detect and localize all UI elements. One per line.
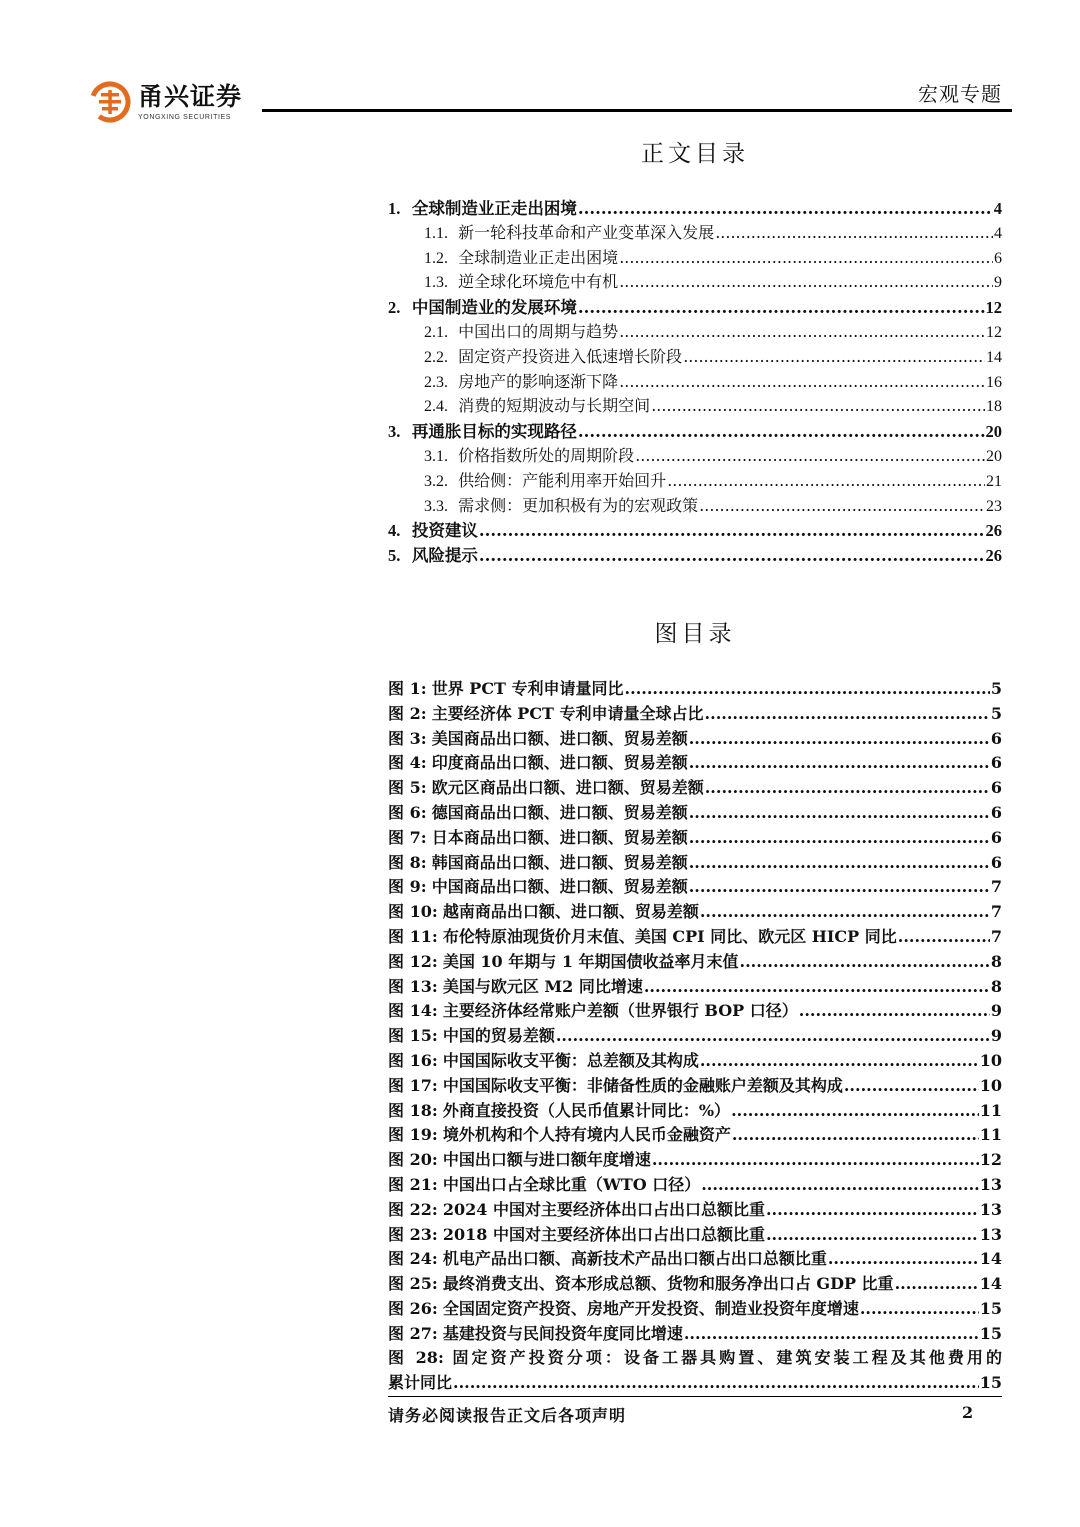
figure-list-entry[interactable] xyxy=(388,1048,1002,1073)
figure-page: 13 xyxy=(979,1224,1002,1244)
figure-caption: 固定资产投资分项：设备工器具购置、建筑安装工程及其他费用的 xyxy=(452,1347,1002,1367)
figure-page: 6 xyxy=(990,802,1002,822)
figure-list-entry[interactable] xyxy=(388,949,1002,974)
figure-caption: 美国 10 年期与 1 年期国债收益率月末值 xyxy=(442,951,739,971)
figure-page: 12 xyxy=(979,1150,1002,1170)
figure-number: 图 12: xyxy=(388,951,438,971)
figure-page: 7 xyxy=(990,926,1002,946)
figure-list-entry[interactable] xyxy=(388,1197,1002,1222)
figure-caption: 主要经济体 PCT 专利申请量全球占比 xyxy=(431,703,704,723)
figure-list-entry[interactable] xyxy=(388,800,1002,825)
footer-divider xyxy=(388,1396,1002,1397)
figure-list-entry[interactable] xyxy=(388,974,1002,999)
figure-list-entry[interactable] xyxy=(388,1222,1002,1247)
toc-entry-number: 2.2. xyxy=(424,348,448,366)
figure-number: 图 20: xyxy=(388,1150,438,1170)
figure-caption: 基建投资与民间投资年度同比增速 xyxy=(442,1323,683,1343)
dot-leader xyxy=(619,248,993,267)
figure-list-entry[interactable] xyxy=(388,899,1002,924)
figure-caption: 中国国际收支平衡：总差额及其构成 xyxy=(442,1050,699,1070)
figure-number: 图 25: xyxy=(388,1274,438,1294)
dot-leader xyxy=(689,753,990,772)
figure-page: 10 xyxy=(979,1075,1002,1095)
toc-entry-number: 3.2. xyxy=(424,472,448,490)
toc-entry-page: 14 xyxy=(986,348,1002,366)
figure-caption: 布伦特原油现货价月末值、美国 CPI 同比、欧元区 HICP 同比 xyxy=(442,926,897,946)
toc-entry-text: 供给侧：产能利用率开始回升 xyxy=(458,470,667,490)
figure-page: 9 xyxy=(990,1026,1002,1046)
toc-section-entry[interactable] xyxy=(388,344,1002,369)
figure-page: 5 xyxy=(990,679,1002,698)
toc-entry-number: 5. xyxy=(388,546,401,566)
dot-leader xyxy=(453,1373,979,1392)
dot-leader xyxy=(667,471,985,490)
toc-entry-number: 4. xyxy=(388,521,401,541)
figure-number: 图 10: xyxy=(388,902,438,922)
figure-page: 13 xyxy=(979,1174,1002,1194)
figure-list-entry[interactable] xyxy=(388,924,1002,949)
dot-leader xyxy=(699,496,985,515)
toc-entry-page: 20 xyxy=(986,447,1002,465)
figure-number: 图 19: xyxy=(388,1125,438,1145)
figure-caption: 中国出口占全球比重（WTO 口径） xyxy=(442,1174,701,1194)
figure-caption: 中国国际收支平衡：非储备性质的金融账户差额及其构成 xyxy=(442,1075,843,1095)
dot-leader xyxy=(898,927,990,946)
figure-list-entry[interactable] xyxy=(388,998,1002,1023)
figure-page: 6 xyxy=(990,778,1002,798)
figure-list-entry[interactable] xyxy=(388,1172,1002,1197)
toc-section-entry[interactable] xyxy=(388,369,1002,394)
toc-entry-page: 4 xyxy=(993,199,1002,218)
dot-leader xyxy=(625,679,990,698)
figure-list-entry[interactable] xyxy=(388,676,1002,701)
toc-section-entry[interactable] xyxy=(388,468,1002,493)
figure-caption: 越南商品出口额、进口额、贸易差额 xyxy=(442,902,699,922)
figure-list-entry[interactable] xyxy=(388,1073,1002,1098)
page-number: 2 xyxy=(962,1403,974,1422)
toc-entry-page: 16 xyxy=(986,373,1002,391)
figure-page: 7 xyxy=(990,877,1002,897)
toc-entry-text: 房地产的影响逐渐下降 xyxy=(458,371,619,391)
figure-caption: 美国与欧元区 M2 同比增速 xyxy=(442,976,643,996)
figure-caption: 机电产品出口额、高新技术产品出口额占出口总额比重 xyxy=(442,1249,827,1269)
figure-number: 图 15: xyxy=(388,1026,438,1046)
dot-leader xyxy=(766,1225,979,1244)
figure-number: 图 9: xyxy=(388,877,427,897)
figure-page: 15 xyxy=(979,1373,1002,1393)
figure-page: 14 xyxy=(979,1274,1002,1294)
figure-number: 图 26: xyxy=(388,1298,438,1318)
figure-list-title: 图目录 xyxy=(654,621,736,647)
toc-entry-text: 中国制造业的发展环境 xyxy=(411,298,577,318)
figure-number: 图 16: xyxy=(388,1050,438,1070)
figure-caption: 累计同比 xyxy=(388,1373,453,1393)
toc-entry-number: 3. xyxy=(388,422,401,442)
figure-caption: 美国商品出口额、进口额、贸易差额 xyxy=(431,728,688,748)
yongxing-logo-icon xyxy=(88,80,132,124)
toc-entry-number: 1.1. xyxy=(424,224,448,242)
dot-leader xyxy=(732,1125,979,1144)
report-category: 宏观专题 xyxy=(918,82,1002,106)
figure-page: 14 xyxy=(979,1249,1002,1269)
toc-entry-page: 26 xyxy=(985,546,1002,566)
toc-entry-text: 再通胀目标的实现路径 xyxy=(411,422,577,442)
figure-number: 图 5: xyxy=(388,778,427,798)
toc-entry-number: 2.4. xyxy=(424,398,448,416)
figure-number: 图 8: xyxy=(388,852,427,872)
toc-chapter-entry[interactable] xyxy=(388,195,1002,220)
toc-entry-number: 2. xyxy=(388,298,401,318)
figure-list-entry[interactable] xyxy=(388,1023,1002,1048)
figure-number: 图 27: xyxy=(388,1323,438,1343)
figure-page: 6 xyxy=(990,728,1002,748)
figure-list-entry[interactable] xyxy=(388,1098,1002,1123)
toc-entry-page: 9 xyxy=(994,274,1002,292)
figure-caption: 2024 中国对主要经济体出口占出口总额比重 xyxy=(442,1199,765,1219)
figure-list-entry[interactable] xyxy=(388,825,1002,850)
toc-entry-page: 4 xyxy=(994,224,1002,242)
figure-caption: 世界 PCT 专利申请量同比 xyxy=(431,679,624,698)
figure-list-entry[interactable] xyxy=(388,701,1002,726)
figure-page: 5 xyxy=(990,703,1002,723)
figure-number: 图 4: xyxy=(388,753,427,773)
figure-caption: 主要经济体经常账户差额（世界银行 BOP 口径） xyxy=(442,1001,798,1021)
toc-section-entry[interactable] xyxy=(388,393,1002,418)
figure-number: 图 21: xyxy=(388,1174,438,1194)
dot-leader xyxy=(556,1026,990,1045)
toc-section-entry[interactable] xyxy=(388,493,1002,518)
toc-entry-page: 12 xyxy=(985,298,1002,318)
figure-number: 图 6: xyxy=(388,802,427,822)
figure-number: 图 22: xyxy=(388,1199,438,1219)
figure-number: 图 3: xyxy=(388,728,427,748)
figure-list-entry[interactable] xyxy=(388,1296,1002,1321)
figure-page: 6 xyxy=(990,852,1002,872)
dot-leader xyxy=(689,803,990,822)
dot-leader xyxy=(895,1274,979,1293)
figure-number: 图 14: xyxy=(388,1001,438,1021)
dot-leader xyxy=(578,298,985,317)
figure-list-entry[interactable] xyxy=(388,850,1002,875)
dot-leader xyxy=(701,1175,979,1194)
dot-leader xyxy=(651,396,985,415)
toc-section-entry[interactable] xyxy=(388,319,1002,344)
dot-leader xyxy=(844,1076,979,1095)
dot-leader xyxy=(479,546,985,565)
dot-leader xyxy=(689,877,990,896)
figure-caption: 欧元区商品出口额、进口额、贸易差额 xyxy=(431,778,704,798)
header-divider xyxy=(262,109,1012,112)
dot-leader xyxy=(689,729,990,748)
dot-leader xyxy=(689,853,990,872)
figure-page: 6 xyxy=(990,827,1002,847)
toc-title: 正文目录 xyxy=(641,141,749,167)
toc-entry-page: 26 xyxy=(985,521,1002,541)
figure-number: 图 2: xyxy=(388,703,427,723)
figure-caption: 中国出口额与进口额年度增速 xyxy=(442,1150,651,1170)
toc-chapter-entry[interactable] xyxy=(388,418,1002,443)
figure-number: 图 7: xyxy=(388,827,427,847)
dot-leader xyxy=(731,1101,979,1120)
dot-leader xyxy=(619,322,985,341)
figure-page: 9 xyxy=(990,1001,1002,1021)
dot-leader xyxy=(828,1249,979,1268)
figure-number: 图 23: xyxy=(388,1224,438,1244)
toc-entry-page: 21 xyxy=(986,472,1002,490)
figure-list-entry[interactable] xyxy=(388,1321,1002,1346)
dot-leader xyxy=(683,347,985,366)
dot-leader xyxy=(644,977,990,996)
figure-list-entry[interactable] xyxy=(388,726,1002,751)
figure-list-entry-wrapped[interactable] xyxy=(388,1346,1002,1371)
figure-list-entry-continuation[interactable] xyxy=(388,1370,1002,1395)
toc-section-entry[interactable] xyxy=(388,269,1002,294)
toc-chapter-entry[interactable] xyxy=(388,294,1002,319)
figure-list-entry[interactable] xyxy=(388,874,1002,899)
toc-entry-number: 1.3. xyxy=(424,274,448,292)
dot-leader xyxy=(619,272,993,291)
figure-page: 15 xyxy=(979,1323,1002,1343)
figure-page: 8 xyxy=(990,951,1002,971)
figure-page: 11 xyxy=(979,1125,1002,1145)
toc-entry-number: 1.2. xyxy=(424,249,448,267)
toc-entry-text: 风险提示 xyxy=(411,546,478,566)
company-logo xyxy=(88,78,242,126)
toc-entry-text: 固定资产投资进入低速增长阶段 xyxy=(458,346,683,366)
figure-caption: 中国的贸易差额 xyxy=(442,1026,555,1046)
figure-page: 10 xyxy=(979,1050,1002,1070)
toc-entry-text: 消费的短期波动与长期空间 xyxy=(458,396,651,416)
dot-leader xyxy=(766,1200,979,1219)
toc-entry-number: 3.1. xyxy=(424,447,448,465)
toc-entry-number: 2.1. xyxy=(424,323,448,341)
figure-page: 13 xyxy=(979,1199,1002,1219)
figure-caption: 中国商品出口额、进口额、贸易差额 xyxy=(431,877,688,897)
dot-leader xyxy=(479,521,985,540)
figure-list-entry[interactable] xyxy=(388,1246,1002,1271)
dot-leader xyxy=(689,828,990,847)
toc-entry-text: 中国出口的周期与趋势 xyxy=(458,321,619,341)
toc-entry-text: 投资建议 xyxy=(411,521,478,541)
figure-caption: 境外机构和个人持有境内人民币金融资产 xyxy=(442,1125,731,1145)
dot-leader xyxy=(860,1299,979,1318)
dot-leader xyxy=(799,1001,990,1020)
figure-page: 6 xyxy=(990,753,1002,773)
figure-page: 7 xyxy=(990,902,1002,922)
toc-chapter-entry[interactable] xyxy=(388,517,1002,542)
toc-entry-text: 新一轮科技革命和产业变革深入发展 xyxy=(458,222,715,242)
dot-leader xyxy=(578,422,985,441)
figure-number: 图 24: xyxy=(388,1249,438,1269)
figure-number: 图 17: xyxy=(388,1075,438,1095)
figure-list-entry[interactable] xyxy=(388,775,1002,800)
figure-number: 图 11: xyxy=(388,926,438,946)
toc-entry-text: 需求侧：更加积极有为的宏观政策 xyxy=(458,495,699,515)
toc-section-entry[interactable] xyxy=(388,443,1002,468)
figure-list-entry[interactable] xyxy=(388,750,1002,775)
figure-caption: 日本商品出口额、进口额、贸易差额 xyxy=(431,827,688,847)
toc-entry-text: 全球制造业正走出困境 xyxy=(458,247,619,267)
dot-leader xyxy=(700,1051,979,1070)
dot-leader xyxy=(652,1150,979,1169)
toc-section-entry[interactable] xyxy=(388,220,1002,245)
toc-entry-number: 1. xyxy=(388,199,401,218)
figure-list-entry[interactable] xyxy=(388,1122,1002,1147)
figure-number: 图 13: xyxy=(388,976,438,996)
figure-page: 15 xyxy=(979,1298,1002,1318)
toc-entry-number: 3.3. xyxy=(424,497,448,515)
logo-english-name: YONGXING SECURITIES xyxy=(138,113,232,121)
figure-number: 图 28: xyxy=(388,1347,444,1367)
table-of-contents xyxy=(388,195,1002,567)
figure-caption: 印度商品出口额、进口额、贸易差额 xyxy=(431,753,688,773)
dot-leader xyxy=(578,199,993,218)
dot-leader xyxy=(700,902,990,921)
dot-leader xyxy=(705,704,990,723)
toc-entry-page: 23 xyxy=(986,497,1002,515)
figure-caption: 韩国商品出口额、进口额、贸易差额 xyxy=(431,852,688,872)
dot-leader xyxy=(705,778,990,797)
dot-leader xyxy=(635,446,985,465)
dot-leader xyxy=(740,952,990,971)
figure-caption: 2018 中国对主要经济体出口占出口总额比重 xyxy=(442,1224,765,1244)
toc-chapter-entry[interactable] xyxy=(388,542,1002,567)
footer-disclaimer: 请务必阅读报告正文后各项声明 xyxy=(388,1406,627,1425)
figure-caption: 最终消费支出、资本形成总额、货物和服务净出口占 GDP 比重 xyxy=(442,1274,894,1294)
toc-entry-page: 12 xyxy=(986,323,1002,341)
toc-entry-text: 价格指数所处的周期阶段 xyxy=(458,445,635,465)
dot-leader xyxy=(684,1324,979,1343)
toc-entry-text: 全球制造业正走出困境 xyxy=(411,199,577,218)
toc-entry-number: 2.3. xyxy=(424,373,448,391)
toc-entry-text: 逆全球化环境危中有机 xyxy=(458,272,619,292)
logo-chinese-name: 甬兴证券 xyxy=(138,81,243,111)
figure-page: 8 xyxy=(990,976,1002,996)
figure-list xyxy=(388,676,1002,1395)
toc-entry-page: 20 xyxy=(985,422,1002,442)
figure-number: 图 18: xyxy=(388,1100,438,1120)
figure-caption: 德国商品出口额、进口额、贸易差额 xyxy=(431,802,688,822)
figure-list-entry[interactable] xyxy=(388,1271,1002,1296)
toc-section-entry[interactable] xyxy=(388,245,1002,270)
dot-leader xyxy=(619,372,985,391)
toc-entry-page: 6 xyxy=(994,249,1002,267)
figure-caption: 全国固定资产投资、房地产开发投资、制造业投资年度增速 xyxy=(442,1298,859,1318)
figure-number: 图 1: xyxy=(388,679,427,698)
toc-entry-page: 18 xyxy=(986,398,1002,416)
dot-leader xyxy=(715,223,993,242)
figure-caption: 外商直接投资（人民币值累计同比：%） xyxy=(442,1100,731,1120)
figure-list-entry[interactable] xyxy=(388,1147,1002,1172)
figure-page: 11 xyxy=(979,1100,1002,1120)
